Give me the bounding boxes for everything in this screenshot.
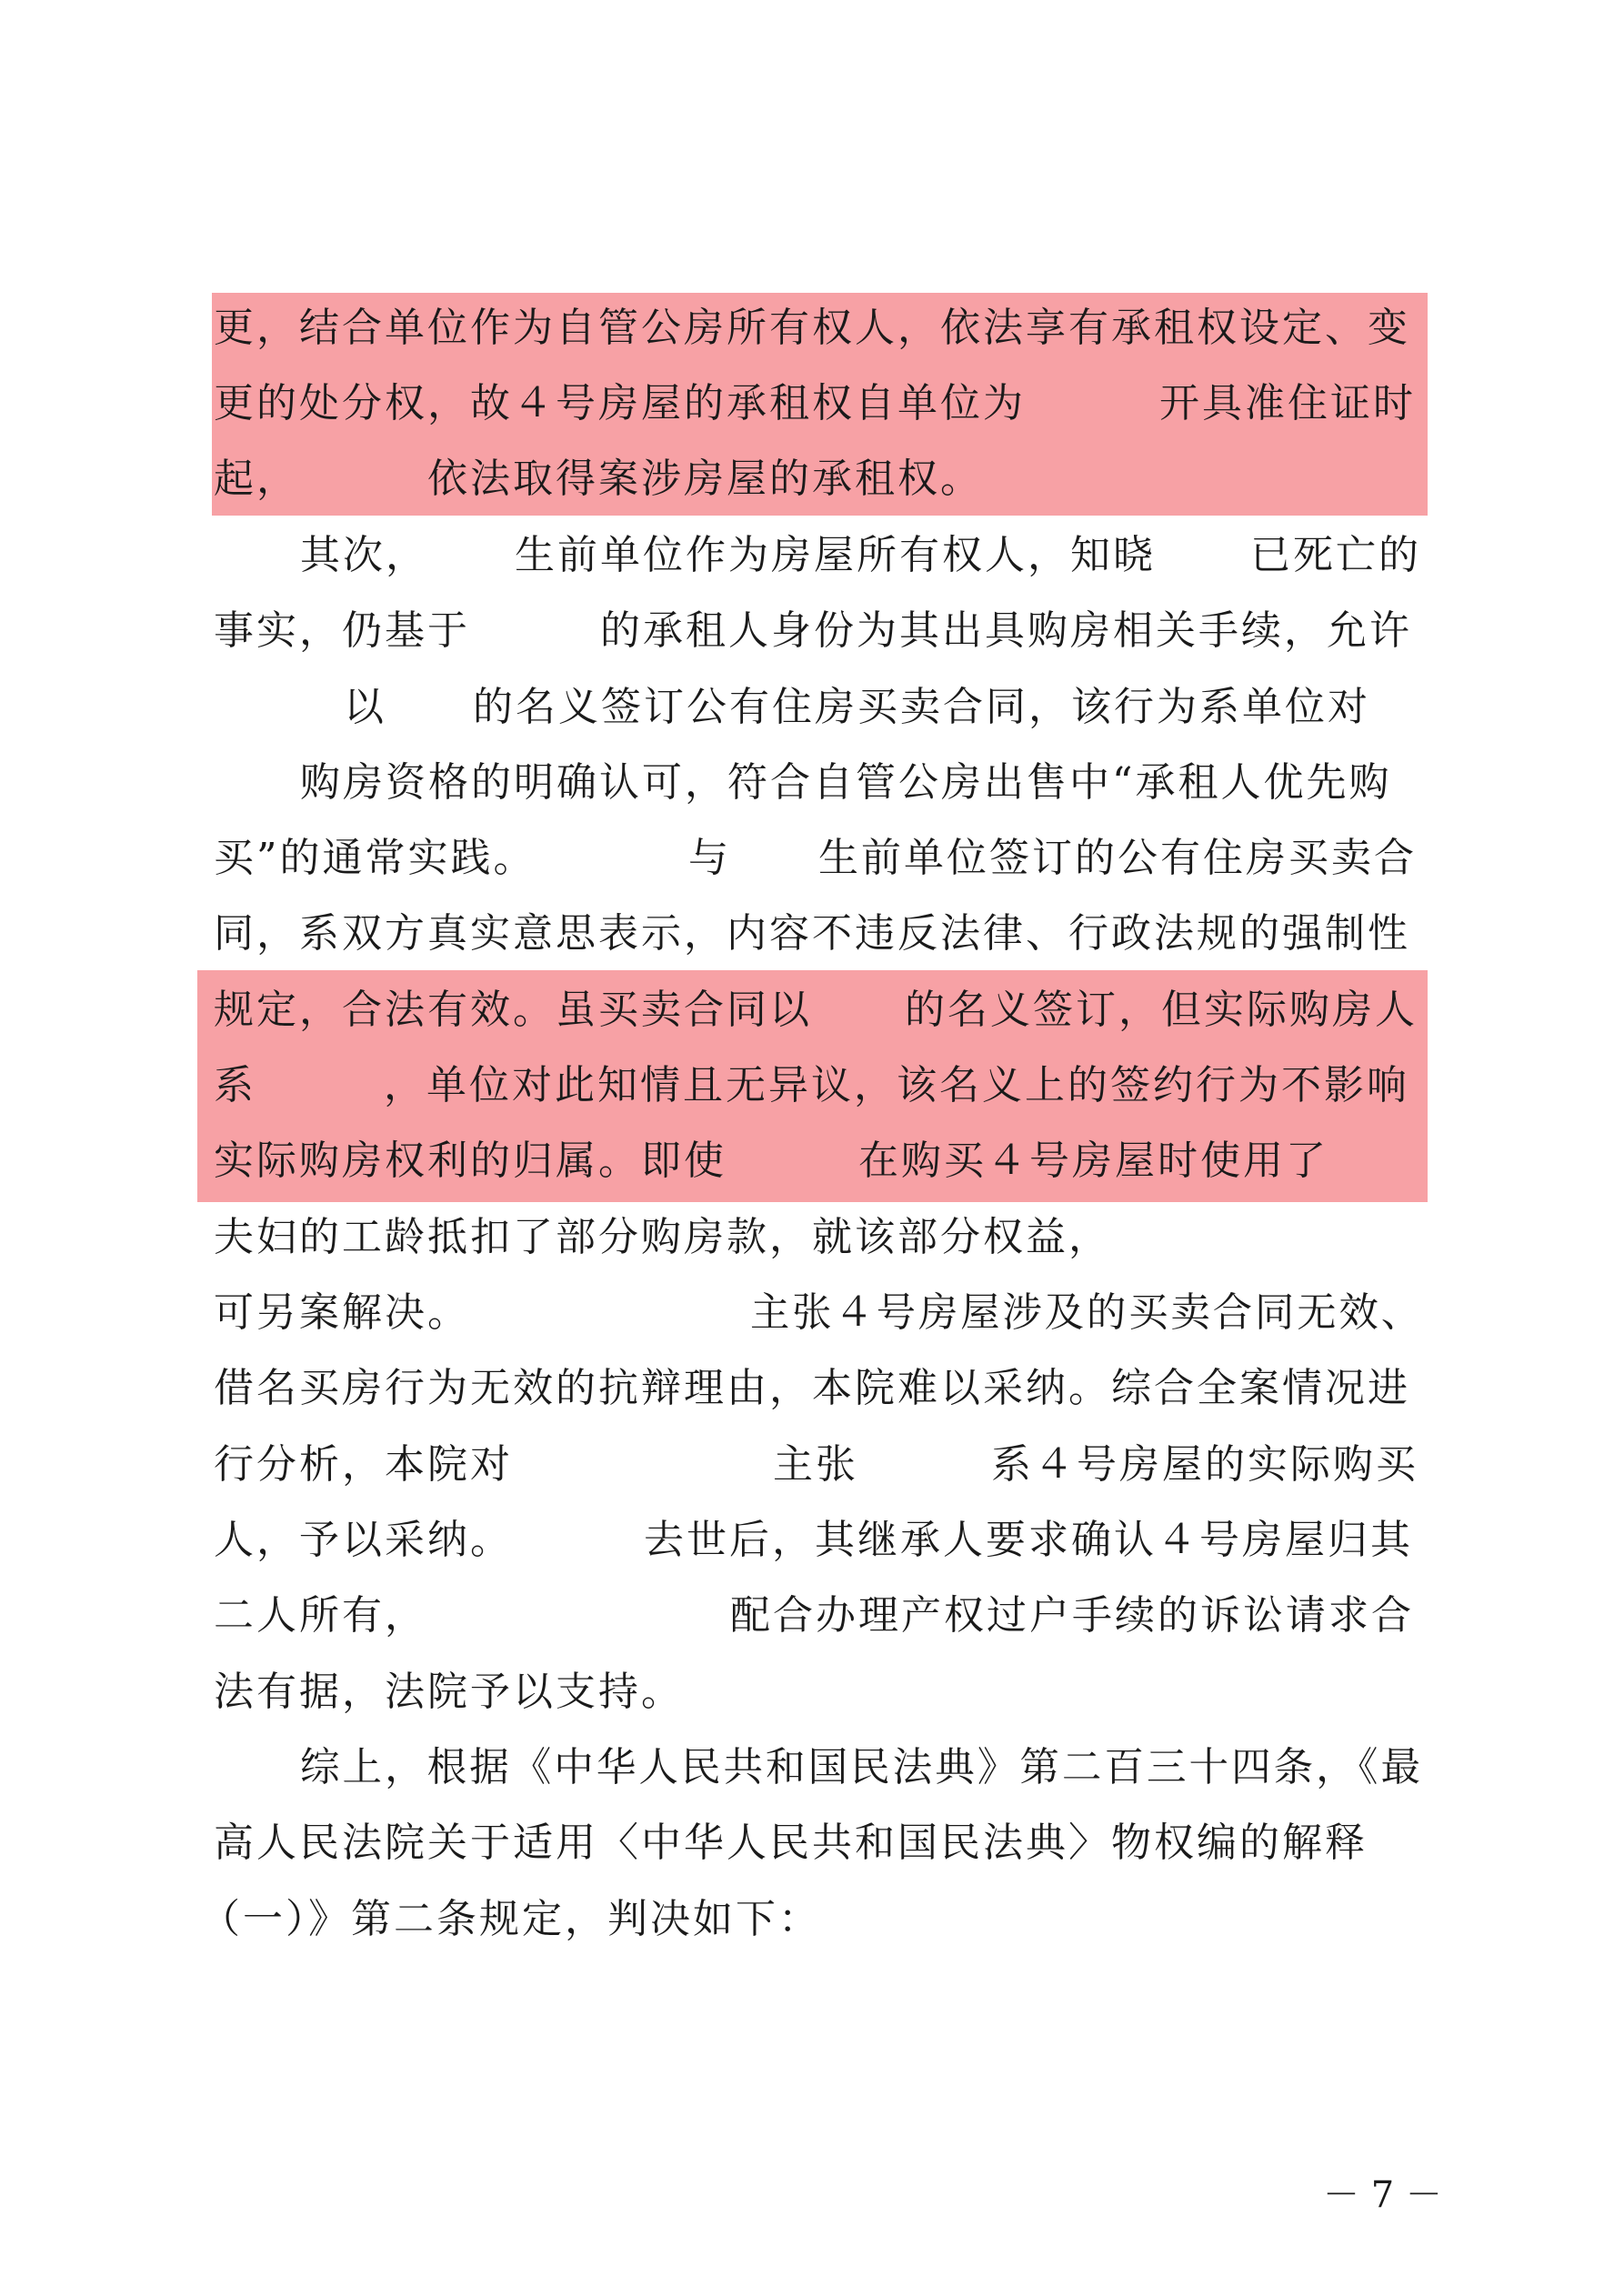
- text-line-6-part-1: 以: [344, 684, 386, 730]
- text-line-2-part-1: 更的处分权，故４号房屋的承租权自单位为: [214, 380, 1026, 426]
- text-line-4-part-3: 已死亡的: [1250, 532, 1421, 578]
- text-line-6-part-2: 的名义签订公有住房买卖合同，该行为系单位对: [473, 684, 1370, 730]
- text-line-1: 更，结合单位作为自管公房所有权人，依法享有承租权设定、变: [214, 305, 1410, 351]
- text-line-21: 高人民法院关于适用〈中华人民共和国民法典〉物权编的解释: [214, 1820, 1368, 1866]
- text-line-3-part-2: 依法取得案涉房屋的承租权。: [427, 456, 983, 502]
- text-line-14-part-1: 可另案解决。: [214, 1289, 470, 1336]
- text-line-11-part-1: 系: [214, 1062, 256, 1108]
- text-line-4-part-1: 其次，: [300, 532, 428, 578]
- text-line-16-part-2: 主张: [773, 1441, 858, 1488]
- text-line-7: 购房资格的明确认可，符合自管公房出售中“承租人优先购: [300, 759, 1392, 806]
- text-line-15: 借名买房行为无效的抗辩理由，本院难以采纳。综合全案情况进: [214, 1365, 1410, 1411]
- text-line-10-part-1: 规定，合法有效。虽买卖合同以: [214, 987, 812, 1033]
- text-line-18-part-2: 配合办理产权过户手续的诉讼请求合: [730, 1592, 1414, 1639]
- text-line-16-part-1: 行分析，本院对: [214, 1441, 513, 1488]
- text-line-12-part-2: 在购买４号房屋时使用了: [858, 1138, 1328, 1184]
- text-line-9: 同，系双方真实意思表示，内容不违反法律、行政法规的强制性: [214, 910, 1410, 957]
- text-line-14-part-2: 主张４号房屋涉及的买卖合同无效、: [750, 1289, 1423, 1336]
- text-line-19: 法有据，法院予以支持。: [214, 1669, 684, 1715]
- text-line-10-part-2: 的名义签订，但实际购房人: [905, 987, 1418, 1033]
- text-line-12-part-1: 实际购房权利的归属。即使: [214, 1138, 727, 1184]
- text-line-5-part-2: 的承租人身份为其出具购房相关手续，允许: [600, 607, 1412, 654]
- text-line-13: 夫妇的工龄抵扣了部分购房款，就该部分权益，: [214, 1214, 1111, 1260]
- text-line-18-part-1: 二人所有，: [214, 1592, 427, 1639]
- text-line-3-part-1: 起，: [214, 456, 299, 502]
- text-line-4-part-2: 生前单位作为房屋所有权人，知晓: [515, 532, 1156, 578]
- text-line-17-part-2: 去世后，其继承人要求确认４号房屋归其: [644, 1517, 1413, 1563]
- text-line-17-part-1: 人，予以采纳。: [214, 1517, 513, 1563]
- text-line-20: 综上，根据《中华人民共和国民法典》第二百三十四条，《最: [300, 1744, 1424, 1790]
- text-line-5-part-1: 事实，仍基于: [214, 607, 470, 654]
- text-line-8-part-3: 生前单位签订的公有住房买卖合: [818, 835, 1417, 881]
- text-line-16-part-3: 系４号房屋的实际购买: [991, 1441, 1418, 1488]
- text-line-8-part-2: 与: [688, 835, 731, 881]
- text-line-2-part-2: 开具准住证时: [1159, 380, 1416, 426]
- text-line-11-part-2: ，单位对此知情且无异议，该名义上的签约行为不影响: [384, 1062, 1409, 1108]
- text-line-8-part-1: 买”的通常实践。: [214, 835, 536, 881]
- page-number: － 7 －: [1323, 2174, 1442, 2216]
- text-line-22: （一）》第二条规定，判决如下：: [200, 1896, 821, 1942]
